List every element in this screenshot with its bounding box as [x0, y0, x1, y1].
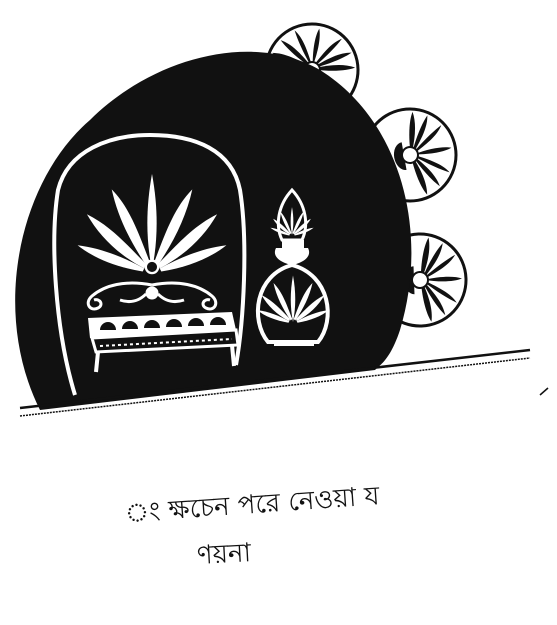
caption-line-1: ং ক্ষচেন পরে নেওয়া য: [123, 481, 381, 529]
caption-line-2: ণয়না: [196, 538, 252, 571]
dark-disc: [15, 52, 411, 410]
